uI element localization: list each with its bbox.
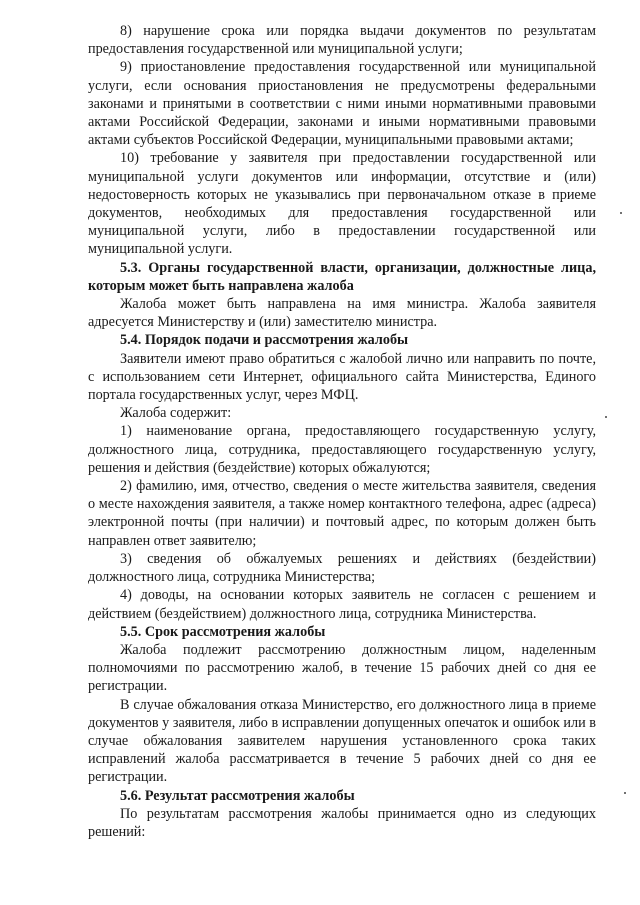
paragraph: Жалоба может быть направлена на имя министра. Жалоба заявителя адресуется Министерству и (или) заместителю министра. — [88, 296, 596, 331]
list-item-10: 10) требование у заявителя при предоставлении государственной или муниципальной услуги документов или информации, отсутствие и (или) недостоверность которых не указывались при первоначальном отказе в приеме документов, необходимых для предоставления государственной или муниципальной услуги, либо в предоставлении государственной или муниципальной услуги. — [88, 150, 596, 258]
list-item-3: 3) сведения об обжалуемых решениях и действиях (бездействии) должностного лица, сотрудника Министерства; — [88, 550, 596, 586]
section-heading-5-3: 5.3. Органы государственной власти, организации, должностные лица, которым может быть направлена жалоба — [88, 259, 596, 294]
list-item-9: 9) приостановление предоставления государственной или муниципальной услуги, если основания приостановления не предусмотрены федеральными законами и принятыми в соответствии с ними иными нормативными правовыми актами Российской Федерации, законами и иными нормативными правовыми актами субъектов Российской Федерации, муниципальными правовыми актами; — [88, 59, 596, 149]
scan-speck — [605, 416, 607, 418]
scan-speck — [624, 792, 626, 794]
list-item-4: 4) доводы, на основании которых заявитель не согласен с решением и действием (бездействием) должностного лица, сотрудника Министерства. — [88, 587, 596, 622]
paragraph: Жалоба подлежит рассмотрению должностным лицом, наделенным полномочиями по рассмотрению жалоб, в течение 15 рабочих дней со дня ее регистрации. — [88, 641, 596, 695]
paragraph: В случае обжалования отказа Министерство, его должностного лица в приеме документов у заявителя, либо в исправлении допущенных опечаток и ошибок или в случае обжалования заявителем нарушения установленного срока таких исправлений жалоба рассматривается в течение 5 рабочих дней со дня ее регистрации. — [88, 696, 596, 786]
list-item-2: 2) фамилию, имя, отчество, сведения о месте жительства заявителя, сведения о месте нахождения заявителя, а также номер контактного телефона, адрес (адреса) электронной почты (при наличии) и почтовый адрес, по которым должен быть направлен ответ заявителю; — [88, 478, 596, 549]
section-heading-5-5: 5.5. Срок рассмотрения жалобы — [120, 623, 326, 640]
scan-speck — [620, 212, 622, 214]
paragraph: По результатам рассмотрения жалобы принимается одно из следующих решений: — [88, 805, 596, 840]
section-heading-5-4: 5.4. Порядок подачи и рассмотрения жалобы — [120, 332, 409, 349]
list-item-8: 8) нарушение срока или порядка выдачи документов по результатам предоставления государственной или муниципальной услуги; — [88, 23, 596, 58]
section-heading-5-6: 5.6. Результат рассмотрения жалобы — [120, 787, 355, 804]
list-item-1: 1) наименование органа, предоставляющего государственную услугу, должностного лица, сотрудника, предоставляющего государственную услугу, решения и действия (бездействие) которых обжалуются; — [88, 423, 596, 476]
paragraph: Жалоба содержит: — [120, 405, 232, 422]
paragraph: Заявители имеют право обратиться с жалобой лично или направить по почте, с использованием сети Интернет, официального сайта Министерства, Единого портала государственных услуг, через МФЦ. — [88, 350, 596, 404]
